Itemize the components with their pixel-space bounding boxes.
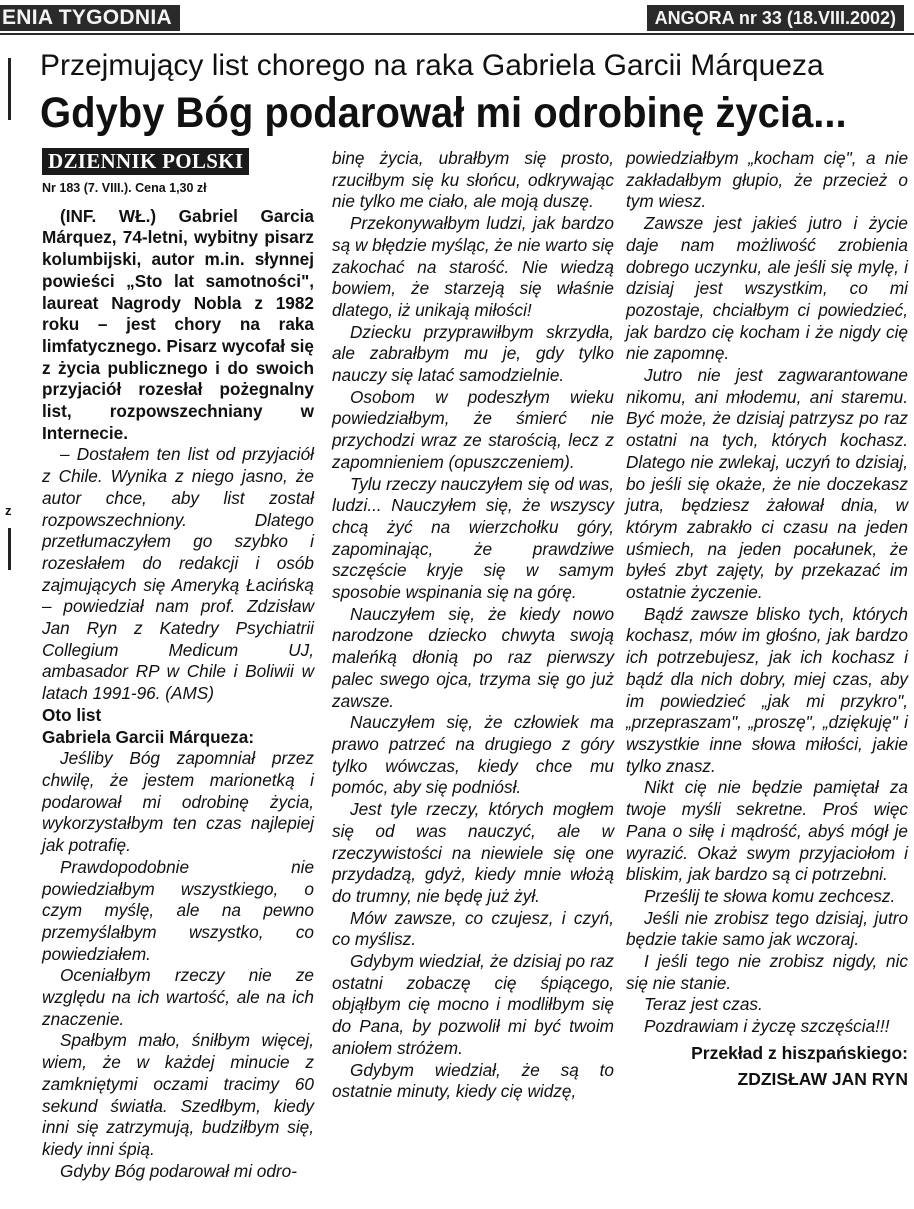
- paragraph: Tylu rzeczy nauczyłem się od was, ludzi... Nauczyłem się, że wszyscy chcą żyć na wierzchołku góry, zapominając, że prawdziwe szczęście kryje się w samym sposobie wspinania się na górę.: [332, 473, 614, 603]
- paragraph: Zawsze jest jakieś jutro i życie daje nam możliwość zrobienia dobrego uczynku, ale jeśli się mylę, i dzisiaj jest wszystkim, co mi pozostaje, chciałbym ci powiedzieć, jak bardzo cię kocham i że nigdy cię nie zapomnę.: [626, 213, 908, 364]
- paragraph: Gdybym wiedział, że dzisiaj po raz ostatni zobaczę cię śpiącego, objąłbym cię mocno i modliłbym się do Pana, by pozwolił mi być twoim aniołem stróżem.: [332, 951, 614, 1058]
- paragraph: Jeśliby Bóg zapomniał przez chwilę, że jestem marionetką i podarował mi odrobinę życia, wykorzystałbym ten czas najlepiej jak potrafię.: [42, 748, 314, 856]
- page-header: [0, 0, 914, 38]
- paragraph: binę życia, ubrałbym się prosto, rzuciłbym się ku słońcu, odkrywając nie tylko me ciało, ale moją duszę.: [332, 148, 614, 212]
- paragraph: Jutro nie jest zagwarantowane nikomu, ani młodemu, ani staremu. Być może, że dzisiaj patrzysz po raz ostatni na tych, których kochasz. Dlatego nie zwlekaj, uczyń to dzisiaj, bo jeśli się okaże, że nie doczekasz jutra, będziesz żałował dnia, w którym zabrakło ci czasu na jeden uśmiech, na jeden pocałunek, że byłeś zbyt zajęty, by przekazać im ostatnie życzenie.: [626, 365, 908, 603]
- article-intro: – Dostałem ten list od przyjaciół z Chile. Wynika z niego jasno, że autor chce, aby list został rozpowszechniony. Dlatego przetłumaczyłem go szybko i rozesłałem do redakcji i osób zajmujących się Ameryką Łacińską – powiedział nam prof. Zdzisław Jan Ryn z Katedry Psychiatrii Collegium Medicum UJ, ambasador RP w Chile i Boliwii w latach 1991-96. (AMS): [42, 444, 314, 704]
- source-info: Nr 183 (7. VIII.). Cena 1,30 zł: [42, 181, 207, 195]
- column-1-body: [42, 748, 314, 1182]
- margin-mark: [8, 528, 11, 570]
- column-1: [42, 148, 314, 1182]
- paragraph: Gdybym wiedział, że są to ostatnie minuty, kiedy cię widzę,: [332, 1059, 614, 1102]
- paragraph: Prześlij te słowa komu zechcesz.: [644, 885, 896, 906]
- paragraph: Mów zawsze, co czujesz, i czyń, co myślisz.: [332, 907, 614, 950]
- paragraph: Jeśli nie zrobisz tego dzisiaj, jutro będzie takie samo jak wczoraj.: [626, 907, 908, 950]
- margin-letter: z: [5, 503, 12, 518]
- translator-credit: Przekład z hiszpańskiego:: [691, 1042, 908, 1063]
- article-lead: (INF. WŁ.) Gabriel Garcia Márquez, 74-letni, wybitny pisarz kolumbijski, autor m.in. słynnej powieści „Sto lat samotności", laureat Nagrody Nobla z 1982 roku – jest chory na raka limfatycznego. Pisarz wycofał się z życia publicznego i do swoich przyjaciół rozesłał pożegnalny list, rozpowszechniany w Internecie.: [42, 205, 314, 443]
- paragraph: Jest tyle rzeczy, których mogłem się od was nauczyć, ale w rzeczywistości na niewiele się one przydadzą, gdyż, kiedy mnie włożą do trumny, nie będę już żył.: [332, 799, 614, 906]
- paragraph: Osobom w podeszłym wieku powiedziałbym, że śmierć nie przychodzi wraz ze starością, lecz z zapomnieniem (opuszczeniem).: [332, 386, 614, 472]
- paragraph: Prawdopodobnie nie powiedziałbym wszystkiego, o czym myślę, ale na pewno przemyślałbym wszystko, co powiedziałem.: [42, 856, 314, 964]
- paragraph: Bądź zawsze blisko tych, których kochasz, mów im głośno, jak bardzo ich potrzebujesz, jak ich kochasz i bądź dla nich dobry, miej czas, aby im powiedzieć „jak mi przykro", „przepraszam", „proszę", „dziękuję" i wszystkie inne słowa miłości, jakie tylko znasz.: [626, 603, 908, 776]
- paragraph: Teraz jest czas.: [644, 994, 763, 1015]
- paragraph: I jeśli tego nie zrobisz nigdy, nic się nie stanie.: [626, 951, 908, 993]
- issue-label: ANGORA nr 33 (18.VIII.2002): [647, 5, 904, 31]
- paragraph: Nikt cię nie będzie pamiętał za twoje myśli sekretne. Proś więc Pana o siłę i mądrość, abyś mógł je wyrazić. Okaż swym przyjaciołom i bliskim, jak bardzo są ci potrzebni.: [626, 777, 908, 885]
- paragraph: Nauczyłem się, że człowiek ma prawo patrzeć na drugiego z góry tylko wówczas, kiedy chce mu pomóc, aby się podniósł.: [332, 712, 614, 798]
- paragraph: Oceniałbym rzeczy nie ze względu na ich wartość, ale na ich znaczenie.: [42, 965, 314, 1029]
- column-3-body: [626, 148, 908, 1038]
- paragraph: Spałbym mało, śniłbym więcej, wiem, że w każdej minucie z zamkniętymi oczami tracimy 60 sekund światła. Szedłbym, kiedy inni się zatrzymują, budziłbym się, kiedy inni śpią.: [42, 1030, 314, 1159]
- paragraph: Nauczyłem się, że kiedy nowo narodzone dziecko chwyta swoją maleńką dłonią po raz pierwszy palec swego ojca, trzyma się go już zawsze.: [332, 603, 614, 711]
- paragraph: Dziecku przyprawiłbym skrzydła, ale zabrałbym mu je, gdy tylko nauczy się latać samodzielnie.: [332, 321, 614, 386]
- column-2-body: [332, 148, 614, 1103]
- paragraph: Gdyby Bóg podarował mi odro-: [60, 1160, 297, 1181]
- section-label: ENIA TYGODNIA: [0, 5, 180, 31]
- header-rule: [0, 33, 914, 35]
- list-heading: Gabriela Garcii Márqueza:: [42, 726, 255, 747]
- article-subtitle: Przejmujący list chorego na raka Gabriela Garcii Márqueza: [40, 49, 824, 82]
- column-2: [332, 148, 614, 1103]
- translator-name: ZDZISŁAW JAN RYN: [737, 1068, 908, 1089]
- list-heading: Oto list: [42, 704, 102, 725]
- paragraph: powiedziałbym „kocham cię", a nie zakładałbym głupio, że przecież o tym wiesz.: [626, 148, 908, 212]
- article-title: Gdyby Bóg podarował mi odrobinę życia...: [40, 89, 847, 137]
- paragraph: Przekonywałbym ludzi, jak bardzo są w błędzie myśląc, że nie warto się zakochać na starość. Nie wiedzą bowiem, że starzeją się właśnie dlatego, iż unikają miłości!: [332, 213, 614, 320]
- margin-mark: [8, 58, 11, 120]
- paragraph: Pozdrawiam i życzę szczęścia!!!: [644, 1016, 890, 1037]
- column-3: [626, 148, 908, 1090]
- source-logo: DZIENNIK POLSKI: [42, 148, 249, 175]
